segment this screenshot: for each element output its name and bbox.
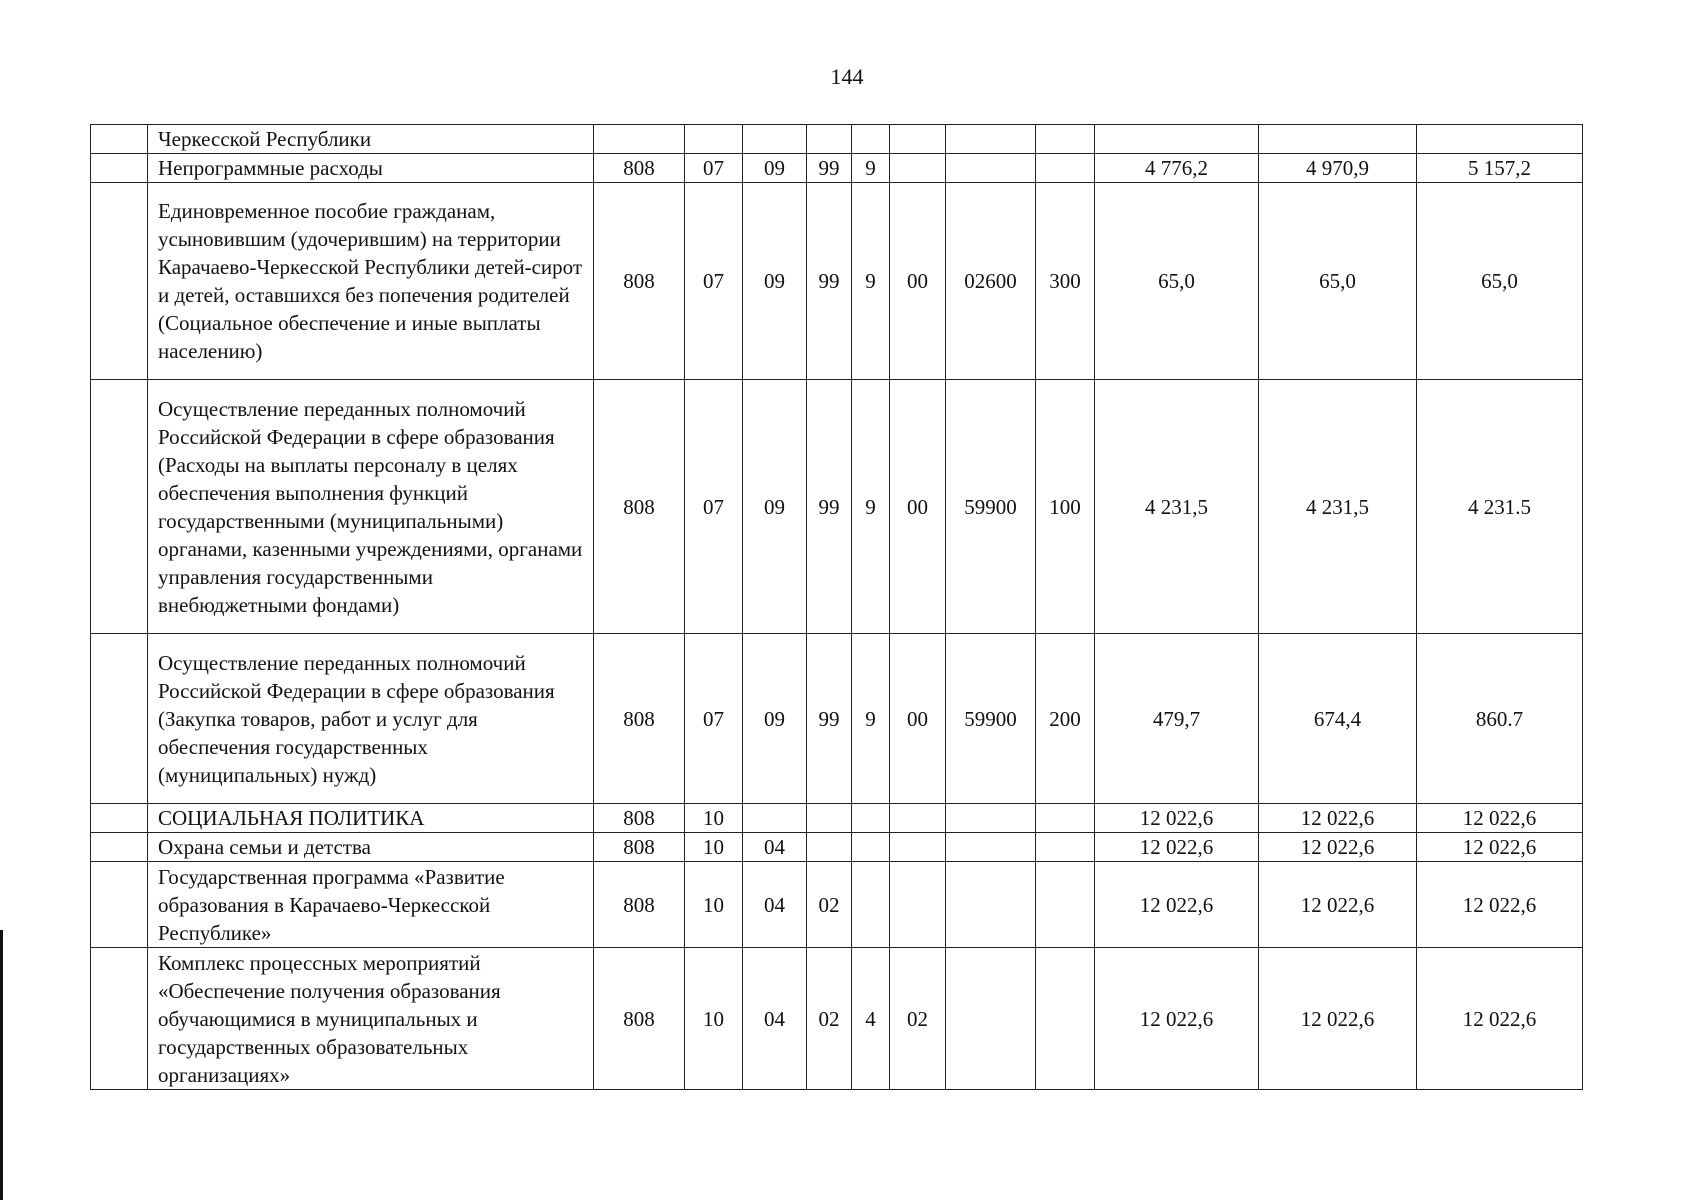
row-number-cell — [91, 125, 148, 154]
table-row — [91, 183, 1583, 380]
expense-type-cell — [1036, 833, 1095, 862]
name-cell: Осуществление переданных полномочий Российской Федерации в сфере образования (Расходы на выплаты персоналу в целях обеспечения выполнения функций государственными (муниципальными) органами, казенными учреждениями, органами управления государственными внебюджетными фондами) — [148, 380, 594, 634]
amount-year1-cell: 12 022,6 — [1095, 948, 1259, 1090]
subprogram-code-cell: 9 — [852, 380, 890, 634]
section-code-cell: 07 — [685, 634, 743, 804]
amount-year3-cell: 5 157,2 — [1417, 154, 1583, 183]
section-code-cell: 10 — [685, 862, 743, 948]
table-row — [91, 804, 1583, 833]
scan-edge-mark — [0, 930, 3, 1200]
amount-year1-cell: 479,7 — [1095, 634, 1259, 804]
amount-year3-cell: 65,0 — [1417, 183, 1583, 380]
program-code-cell: 99 — [807, 634, 852, 804]
amount-year2-cell: 12 022,6 — [1259, 862, 1417, 948]
name-cell: Единовременное пособие гражданам, усыновившим (удочерившим) на территории Карачаево-Черкесской Республики детей-сирот и детей, оставшихся без попечения родителей (Социальное обеспечение и иные выплаты населению) — [148, 183, 594, 380]
amount-year3-cell: 4 231.5 — [1417, 380, 1583, 634]
name-cell: Государственная программа «Развитие образования в Карачаево-Черкесской Республике» — [148, 862, 594, 948]
program-code-cell — [807, 125, 852, 154]
table-row — [91, 125, 1583, 154]
program-code-cell: 99 — [807, 183, 852, 380]
row-number-cell — [91, 183, 148, 380]
expense-type-cell: 100 — [1036, 380, 1095, 634]
expense-type-cell — [1036, 154, 1095, 183]
program-code-cell: 99 — [807, 380, 852, 634]
name-cell: Непрограммные расходы — [148, 154, 594, 183]
event-code-cell: 02 — [890, 948, 946, 1090]
ministry-code-cell: 808 — [594, 154, 685, 183]
section-code-cell: 07 — [685, 154, 743, 183]
subsection-code-cell: 09 — [743, 380, 807, 634]
amount-year1-cell: 12 022,6 — [1095, 804, 1259, 833]
subprogram-code-cell: 4 — [852, 948, 890, 1090]
amount-year2-cell — [1259, 125, 1417, 154]
direction-code-cell — [946, 125, 1036, 154]
amount-year3-cell: 12 022,6 — [1417, 948, 1583, 1090]
page-number: 144 — [830, 64, 864, 89]
amount-year2-cell: 4 231,5 — [1259, 380, 1417, 634]
section-code-cell — [685, 125, 743, 154]
row-number-cell — [91, 833, 148, 862]
direction-code-cell: 02600 — [946, 183, 1036, 380]
name-cell: Охрана семьи и детства — [148, 833, 594, 862]
expense-type-cell: 300 — [1036, 183, 1095, 380]
program-code-cell — [807, 833, 852, 862]
amount-year3-cell: 12 022,6 — [1417, 833, 1583, 862]
amount-year2-cell: 674,4 — [1259, 634, 1417, 804]
event-code-cell — [890, 154, 946, 183]
amount-year1-cell: 12 022,6 — [1095, 862, 1259, 948]
direction-code-cell — [946, 833, 1036, 862]
amount-year1-cell: 4 776,2 — [1095, 154, 1259, 183]
section-code-cell: 07 — [685, 380, 743, 634]
row-number-cell — [91, 948, 148, 1090]
table-row — [91, 948, 1583, 1090]
subprogram-code-cell: 9 — [852, 634, 890, 804]
ministry-code-cell: 808 — [594, 634, 685, 804]
subprogram-code-cell: 9 — [852, 183, 890, 380]
amount-year2-cell: 4 970,9 — [1259, 154, 1417, 183]
table-row — [91, 380, 1583, 634]
event-code-cell — [890, 804, 946, 833]
amount-year1-cell: 4 231,5 — [1095, 380, 1259, 634]
event-code-cell — [890, 125, 946, 154]
direction-code-cell — [946, 862, 1036, 948]
ministry-code-cell: 808 — [594, 833, 685, 862]
program-code-cell: 99 — [807, 154, 852, 183]
amount-year1-cell: 65,0 — [1095, 183, 1259, 380]
subprogram-code-cell — [852, 804, 890, 833]
table-row — [91, 862, 1583, 948]
budget-table — [90, 124, 1583, 1090]
program-code-cell: 02 — [807, 948, 852, 1090]
subprogram-code-cell: 9 — [852, 154, 890, 183]
event-code-cell — [890, 833, 946, 862]
name-cell: Черкесской Республики — [148, 125, 594, 154]
section-code-cell: 10 — [685, 804, 743, 833]
subprogram-code-cell — [852, 862, 890, 948]
amount-year3-cell: 860.7 — [1417, 634, 1583, 804]
direction-code-cell — [946, 804, 1036, 833]
direction-code-cell — [946, 948, 1036, 1090]
event-code-cell: 00 — [890, 183, 946, 380]
ministry-code-cell: 808 — [594, 183, 685, 380]
direction-code-cell — [946, 154, 1036, 183]
subprogram-code-cell — [852, 833, 890, 862]
name-cell: Осуществление переданных полномочий Российской Федерации в сфере образования (Закупка товаров, работ и услуг для обеспечения государственных (муниципальных) нужд) — [148, 634, 594, 804]
table-row — [91, 833, 1583, 862]
event-code-cell: 00 — [890, 380, 946, 634]
row-number-cell — [91, 380, 148, 634]
subsection-code-cell: 04 — [743, 862, 807, 948]
expense-type-cell: 200 — [1036, 634, 1095, 804]
subsection-code-cell: 04 — [743, 948, 807, 1090]
section-code-cell: 07 — [685, 183, 743, 380]
amount-year2-cell: 12 022,6 — [1259, 804, 1417, 833]
expense-type-cell — [1036, 125, 1095, 154]
subprogram-code-cell — [852, 125, 890, 154]
expense-type-cell — [1036, 862, 1095, 948]
subsection-code-cell: 09 — [743, 154, 807, 183]
row-number-cell — [91, 154, 148, 183]
ministry-code-cell: 808 — [594, 804, 685, 833]
name-cell: Комплекс процессных мероприятий «Обеспечение получения образования обучающимися в муниципальных и государственных образовательных организациях» — [148, 948, 594, 1090]
row-number-cell — [91, 804, 148, 833]
row-number-cell — [91, 862, 148, 948]
ministry-code-cell: 808 — [594, 862, 685, 948]
amount-year2-cell: 12 022,6 — [1259, 833, 1417, 862]
amount-year1-cell: 12 022,6 — [1095, 833, 1259, 862]
amount-year3-cell: 12 022,6 — [1417, 862, 1583, 948]
name-cell: СОЦИАЛЬНАЯ ПОЛИТИКА — [148, 804, 594, 833]
direction-code-cell: 59900 — [946, 634, 1036, 804]
subsection-code-cell: 04 — [743, 833, 807, 862]
subsection-code-cell — [743, 804, 807, 833]
event-code-cell — [890, 862, 946, 948]
section-code-cell: 10 — [685, 948, 743, 1090]
section-code-cell: 10 — [685, 833, 743, 862]
subsection-code-cell: 09 — [743, 634, 807, 804]
subsection-code-cell: 09 — [743, 183, 807, 380]
amount-year3-cell: 12 022,6 — [1417, 804, 1583, 833]
expense-type-cell — [1036, 948, 1095, 1090]
table-row — [91, 634, 1583, 804]
row-number-cell — [91, 634, 148, 804]
direction-code-cell: 59900 — [946, 380, 1036, 634]
amount-year2-cell: 12 022,6 — [1259, 948, 1417, 1090]
expense-type-cell — [1036, 804, 1095, 833]
ministry-code-cell: 808 — [594, 380, 685, 634]
amount-year1-cell — [1095, 125, 1259, 154]
table-row — [91, 154, 1583, 183]
program-code-cell: 02 — [807, 862, 852, 948]
subsection-code-cell — [743, 125, 807, 154]
program-code-cell — [807, 804, 852, 833]
ministry-code-cell: 808 — [594, 948, 685, 1090]
amount-year2-cell: 65,0 — [1259, 183, 1417, 380]
ministry-code-cell — [594, 125, 685, 154]
event-code-cell: 00 — [890, 634, 946, 804]
amount-year3-cell — [1417, 125, 1583, 154]
